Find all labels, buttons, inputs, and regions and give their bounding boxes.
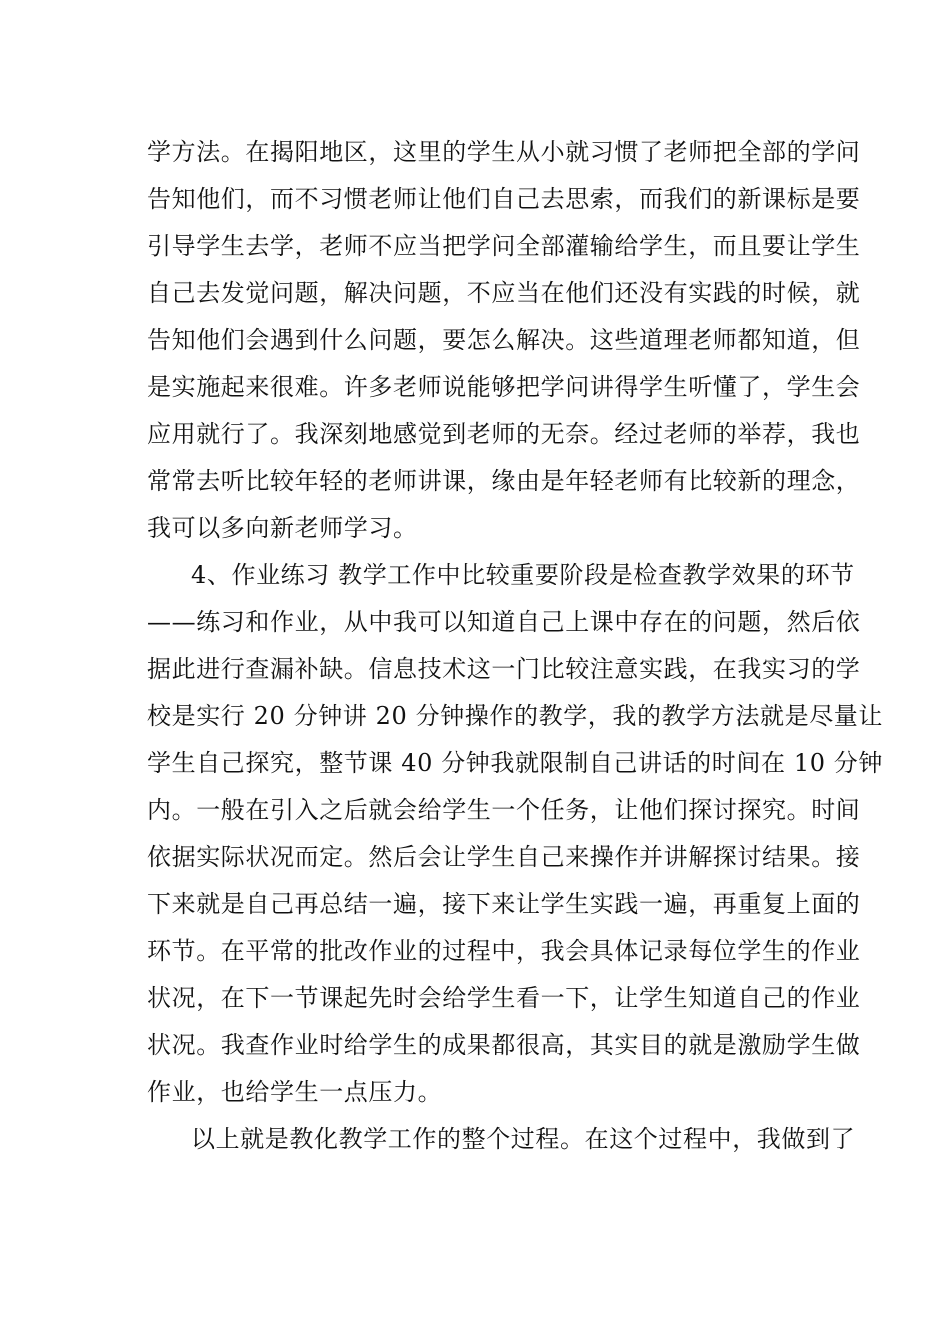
text-line: 学生自己探究，整节课 40 分钟我就限制自己讲话的时间在 10 分钟 (147, 749, 883, 777)
text-line: 依据实际状况而定。然后会让学生自己来操作并讲解探讨结果。接 (147, 843, 861, 871)
text-line: 下来就是自己再总结一遍，接下来让学生实践一遍，再重复上面的 (147, 890, 861, 918)
text-line: 常常去听比较年轻的老师讲课，缘由是年轻老师有比较新的理念， (147, 467, 861, 495)
text-line: 环节。在平常的批改作业的过程中，我会具体记录每位学生的作业 (147, 937, 861, 965)
text-line: 内。一般在引入之后就会给学生一个任务，让他们探讨探究。时间 (147, 796, 861, 824)
text-line: 状况。我查作业时给学生的成果都很高，其实目的就是激励学生做 (147, 1031, 861, 1059)
text-line: 学方法。在揭阳地区，这里的学生从小就习惯了老师把全部的学问 (147, 138, 861, 166)
text-line: 是实施起来很难。许多老师说能够把学问讲得学生听懂了，学生会 (147, 373, 861, 401)
text-line: 应用就行了。我深刻地感觉到老师的无奈。经过老师的举荐，我也 (147, 420, 861, 448)
text-line: 状况，在下一节课起先时会给学生看一下，让学生知道自己的作业 (147, 984, 861, 1012)
text-line: ——练习和作业，从中我可以知道自己上课中存在的问题，然后依 (147, 608, 861, 636)
text-line: 告知他们，而不习惯老师让他们自己去思索，而我们的新课标是要 (147, 185, 861, 213)
text-line: 引导学生去学，老师不应当把学问全部灌输给学生，而且要让学生 (147, 232, 861, 260)
text-line: 作业，也给学生一点压力。 (147, 1078, 443, 1106)
text-line: 校是实行 20 分钟讲 20 分钟操作的教学，我的教学方法就是尽量让 (147, 702, 883, 730)
text-line: 自己去发觉问题，解决问题，不应当在他们还没有实践的时候，就 (147, 279, 861, 307)
text-line: 据此进行查漏补缺。信息技术这一门比较注意实践，在我实习的学 (147, 655, 861, 683)
text-line: 告知他们会遇到什么问题，要怎么解决。这些道理老师都知道，但 (147, 326, 861, 354)
text-line: 我可以多向新老师学习。 (147, 514, 418, 542)
paragraph-first-line: 以上就是教化教学工作的整个过程。在这个过程中，我做到了 (191, 1125, 856, 1153)
paragraph-first-line: 4、作业练习 教学工作中比较重要阶段是检查教学效果的环节 (191, 561, 855, 589)
